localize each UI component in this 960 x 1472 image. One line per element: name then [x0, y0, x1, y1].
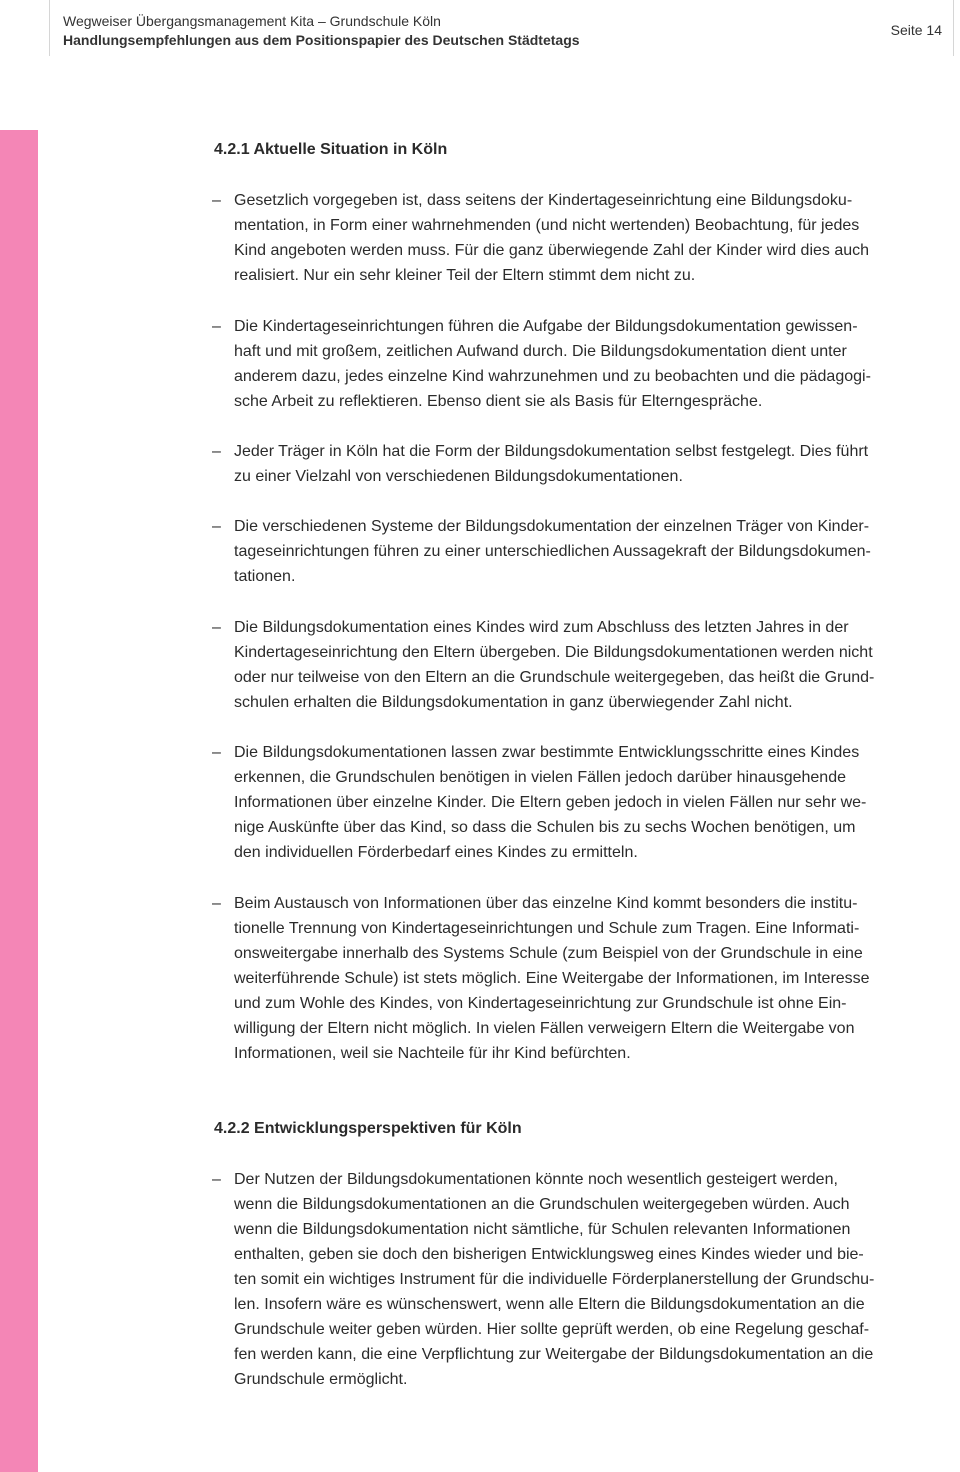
bullet-line: Informationen über einzelne Kinder. Die Eltern geben jedoch in vielen Fällen nur sehr we-: [234, 794, 867, 811]
bullet-dash: –: [212, 895, 221, 912]
bullet-text: [234, 615, 942, 715]
bullet-line: mentation, in Form einer wahrnehmenden (und nicht wertenden) Beobachtung, für jedes: [234, 217, 860, 234]
bullet-text: [234, 740, 942, 865]
bullet-text: [234, 1167, 942, 1392]
bullet-dash: –: [212, 318, 221, 335]
bullet-line: haft und mit großem, zeitlichen Aufwand durch. Die Bildungsdokumentation dient unter: [234, 343, 847, 360]
bullet-line: Die Bildungsdokumentation eines Kindes wird zum Abschluss des letzten Jahres in der: [234, 619, 849, 636]
bullet-line: weiterführende Schule) ist stets möglich. Eine Weitergabe der Informationen, im Interesse: [234, 970, 870, 987]
bullet-line: wenn die Bildungsdokumentationen an die Grundschulen weitergegeben würden. Auch: [234, 1196, 850, 1213]
header-rule-right: [953, 0, 954, 56]
bullet-line: anderem dazu, jedes einzelne Kind wahrzunehmen und zu beobachten und die pädagogi-: [234, 368, 871, 385]
bullet-line: tionelle Trennung von Kindertageseinrichtungen und Schule zum Tragen. Eine Informati-: [234, 920, 860, 937]
bullet-line: enthalten, geben sie doch den bisherigen Entwicklungsweg eines Kindes wieder und bie-: [234, 1246, 864, 1263]
bullet-line: den individuellen Förderbedarf eines Kindes zu ermitteln.: [234, 844, 638, 861]
bullet-text: [234, 891, 942, 1066]
bullet-dash: –: [212, 1171, 221, 1188]
bullet-line: zu einer Vielzahl von verschiedenen Bildungsdokumentationen.: [234, 468, 683, 485]
bullet-item: [212, 439, 942, 489]
header-subtitle: Handlungsempfehlungen aus dem Positionspapier des Deutschen Städtetags: [63, 32, 580, 48]
bullet-text: [234, 514, 942, 589]
bullet-text: [234, 439, 942, 489]
bullet-line: wenn die Bildungsdokumentation nicht sämtliche, für Schulen relevanten Informationen: [234, 1221, 851, 1238]
bullet-line: nige Auskünfte über das Kind, so dass die Schulen bis zu sechs Wochen benötigen, um: [234, 819, 856, 836]
bullet-item: [212, 514, 942, 589]
bullet-line: Kind angeboten werden muss. Für die ganz überwiegende Zahl der Kinder wird dies auch: [234, 242, 870, 259]
bullet-line: sche Arbeit zu reflektieren. Ebenso dient sie als Basis für Elterngespräche.: [234, 393, 763, 410]
bullet-dash: –: [212, 518, 221, 535]
bullet-line: onsweitergabe innerhalb des Systems Schule (zum Beispiel von der Grundschule in eine: [234, 945, 863, 962]
bullet-item: [212, 188, 942, 288]
bullet-item: [212, 891, 942, 1066]
bullet-line: Die Kindertageseinrichtungen führen die Aufgabe der Bildungsdokumentation gewissen-: [234, 318, 858, 335]
bullet-line: fen werden kann, die eine Verpflichtung zur Weitergabe der Bildungsdokumentation an die: [234, 1346, 874, 1363]
bullet-dash: –: [212, 619, 221, 636]
bullet-line: realisiert. Nur ein sehr kleiner Teil der Eltern stimmt dem nicht zu.: [234, 267, 696, 284]
bullet-line: Jeder Träger in Köln hat die Form der Bildungsdokumentation selbst festgelegt. Dies führt: [234, 443, 869, 460]
bullet-line: schulen erhalten die Bildungsdokumentation in ganz überwiegender Zahl nicht.: [234, 694, 793, 711]
bullet-item: [212, 1167, 942, 1392]
section-heading-entwicklungsperspektiven: 4.2.2 Entwicklungsperspektiven für Köln: [214, 1120, 522, 1137]
bullet-dash: –: [212, 192, 221, 209]
bullet-line: len. Insofern wäre es wünschenswert, wenn alle Eltern die Bildungsdokumentation an die: [234, 1296, 865, 1313]
page-number: Seite 14: [890, 22, 942, 38]
bullet-line: tationen.: [234, 568, 296, 585]
bullet-line: Gesetzlich vorgegeben ist, dass seitens der Kindertageseinrichtung eine Bildungsdoku-: [234, 192, 853, 209]
bullet-text: [234, 314, 942, 414]
bullet-item: [212, 314, 942, 414]
bullet-item: [212, 615, 942, 715]
bullet-line: Der Nutzen der Bildungsdokumentationen könnte noch wesentlich gesteigert werden,: [234, 1171, 838, 1188]
bullet-text: [234, 188, 942, 288]
bullet-dash: –: [212, 443, 221, 460]
bullet-line: willigung der Eltern nicht möglich. In vielen Fällen verweigern Eltern die Weitergabe von: [234, 1020, 855, 1037]
bullet-line: Die Bildungsdokumentationen lassen zwar bestimmte Entwicklungsschritte eines Kindes: [234, 744, 860, 761]
header-title: Wegweiser Übergangsmanagement Kita – Grundschule Köln: [63, 13, 441, 29]
section-heading-aktuelle-situation: 4.2.1 Aktuelle Situation in Köln: [214, 141, 448, 158]
bullet-line: ten somit ein wichtiges Instrument für die individuelle Förderplanerstellung der Grundschu-: [234, 1271, 875, 1288]
bullet-line: Kindertageseinrichtung den Eltern übergeben. Die Bildungsdokumentationen werden nicht: [234, 644, 873, 661]
bullet-line: Grundschule weiter geben würden. Hier sollte geprüft werden, ob eine Regelung geschaf-: [234, 1321, 870, 1338]
bullet-item: [212, 740, 942, 865]
header-rule-left: [49, 0, 50, 56]
bullet-line: tageseinrichtungen führen zu einer unterschiedlichen Aussagekraft der Bildungsdokumen-: [234, 543, 871, 560]
bullet-line: Die verschiedenen Systeme der Bildungsdokumentation der einzelnen Träger von Kinder-: [234, 518, 870, 535]
bullet-line: erkennen, die Grundschulen benötigen in vielen Fällen jedoch darüber hinausgehende: [234, 769, 846, 786]
bullet-line: Grundschule ermöglicht.: [234, 1371, 408, 1388]
bullet-line: und zum Wohle des Kindes, von Kindertageseinrichtung zur Grundschule ist ohne Ein-: [234, 995, 847, 1012]
bullet-dash: –: [212, 744, 221, 761]
pink-margin-bar: [0, 130, 38, 1472]
bullet-line: Beim Austausch von Informationen über das einzelne Kind kommt besonders die institu-: [234, 895, 858, 912]
bullet-line: oder nur teilweise von den Eltern an die Grundschule weitergegeben, das heißt die Grund-: [234, 669, 875, 686]
bullet-line: Informationen, weil sie Nachteile für ihr Kind befürchten.: [234, 1045, 631, 1062]
